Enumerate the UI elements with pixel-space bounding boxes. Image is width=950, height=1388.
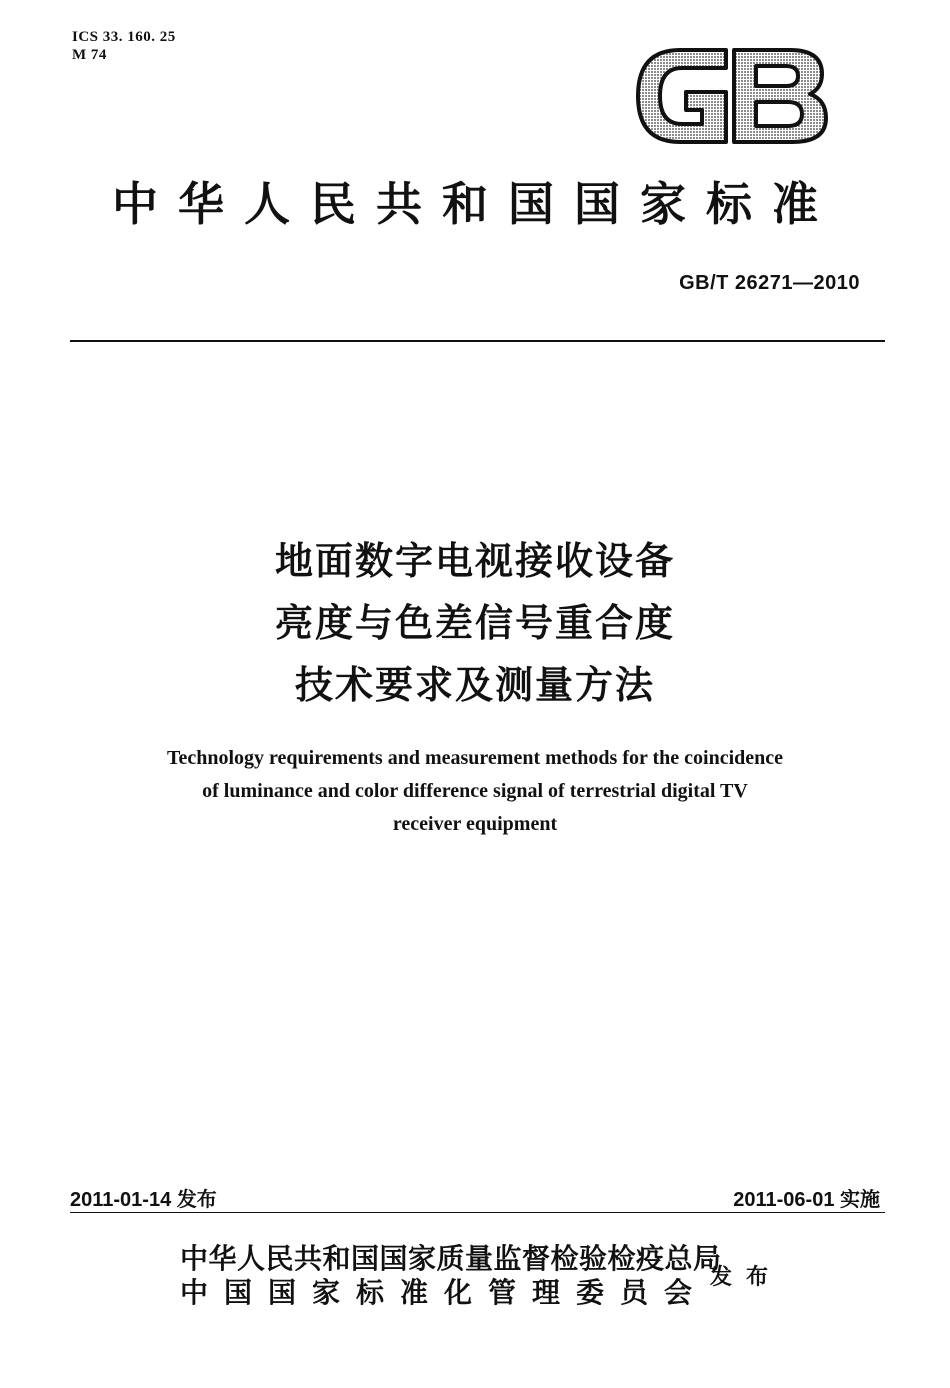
chinese-title-line-3: 技术要求及测量方法	[294, 663, 655, 707]
english-title-line-3: receiver equipment	[392, 813, 558, 835]
chinese-title-line-2: 亮度与色差信号重合度	[274, 601, 675, 645]
logo-b-shape	[734, 50, 826, 142]
ics-code: ICS 33. 160. 25	[72, 29, 176, 45]
classification-codes	[72, 28, 176, 64]
logo-g-shape	[638, 50, 726, 142]
english-title-line-1: Technology requirements and measurement methods for the coincidence	[166, 747, 784, 769]
implementation-date: 2011-06-01 实施	[733, 1189, 880, 1211]
gb-logo	[630, 44, 830, 148]
chinese-title-line-1: 地面数字电视接收设备	[274, 539, 675, 583]
chinese-title	[0, 530, 950, 716]
top-divider	[70, 340, 885, 342]
standard-number: GB/T 26271—2010	[679, 272, 860, 294]
issue-label: 发布	[710, 1265, 783, 1290]
english-title-line-2: of luminance and color difference signal of terrestrial digital TV	[202, 780, 748, 802]
ccs-code: M 74	[72, 47, 107, 63]
issuer-sac: 中国国家标准化管理委员会	[180, 1276, 709, 1309]
english-title	[60, 742, 890, 841]
publish-date: 2011-01-14 发布	[70, 1189, 217, 1211]
standard-category-title: 中华人民共和国国家标准	[112, 177, 838, 231]
issuing-organizations	[180, 1242, 722, 1310]
issuer-aqsiq: 中华人民共和国国家质量监督检验检疫总局	[180, 1242, 722, 1275]
bottom-divider	[70, 1212, 885, 1213]
